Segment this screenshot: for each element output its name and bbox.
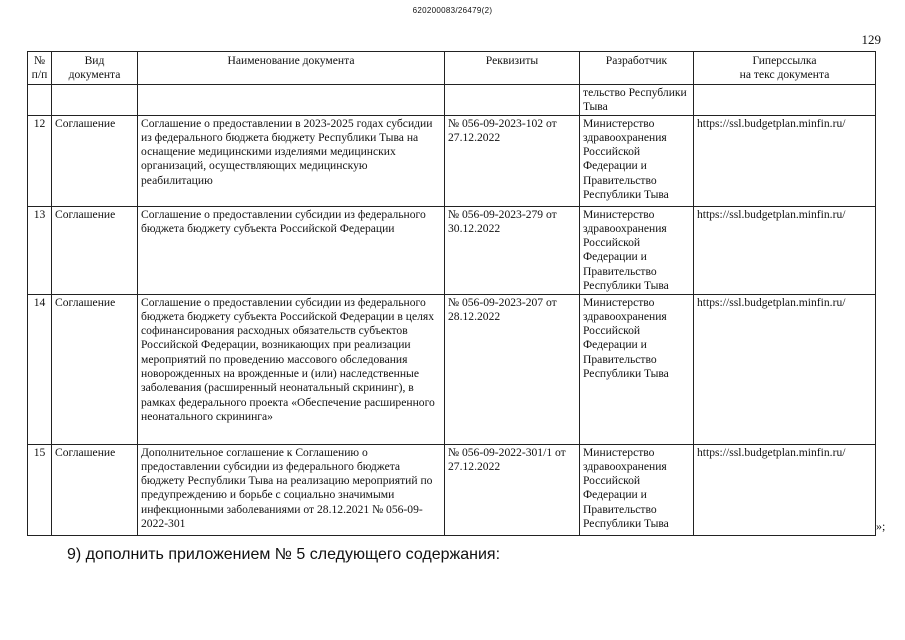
cell-requisites: № 056-09-2023-279 от 30.12.2022 [445, 206, 580, 294]
column-header-type: Вид документа [52, 52, 138, 85]
cell-number: 14 [28, 294, 52, 444]
closing-quote-mark: »; [876, 519, 886, 533]
cell-name [138, 85, 445, 116]
cell-requisites: № 056-09-2023-207 от 28.12.2022 [445, 294, 580, 444]
table-row-continuation [28, 85, 876, 116]
cell-number: 12 [28, 115, 52, 206]
cell-developer: Министерство здравоохранения Российской Федерации и Правительство Республики Тыва [580, 206, 694, 294]
cell-name: Дополнительное соглашение к Соглашению о предоставлении субсидии из федерального бюджета бюджету Республики Тыва на реализацию мероприятий по предупреждению и борьбе с социально значимыми инфекционными заболеваниями от 28.12.2021 № 056-09-2022-301 [138, 444, 445, 535]
documents-table [27, 51, 876, 536]
cell-number: 15 [28, 444, 52, 535]
column-header-developer: Разработчик [580, 52, 694, 85]
cell-hyperlink[interactable]: https://ssl.budgetplan.minfin.ru/ [694, 206, 876, 294]
table-header-row [28, 52, 876, 85]
cell-hyperlink[interactable]: https://ssl.budgetplan.minfin.ru/ [694, 115, 876, 206]
cell-number: 13 [28, 206, 52, 294]
cell-name: Соглашение о предоставлении в 2023-2025 годах субсидии из федерального бюджета бюджету Республики Тыва на оснащение медицинскими изделиями медицинских организаций, осуществляющих медицинскую реабилитацию [138, 115, 445, 206]
column-header-requisites: Реквизиты [445, 52, 580, 85]
table-row [28, 206, 876, 294]
table-row [28, 115, 876, 206]
table-row [28, 444, 876, 535]
cell-requisites [445, 85, 580, 116]
column-header-hyperlink: Гиперссылка на текс документа [694, 52, 876, 85]
cell-type: Соглашение [52, 206, 138, 294]
cell-developer: Министерство здравоохранения Российской Федерации и Правительство Республики Тыва [580, 444, 694, 535]
cell-developer: Министерство здравоохранения Российской Федерации и Правительство Республики Тыва [580, 294, 694, 444]
cell-name: Соглашение о предоставлении субсидии из федерального бюджета бюджету субъекта Российской Федерации [138, 206, 445, 294]
cell-number [28, 85, 52, 116]
cell-type: Соглашение [52, 294, 138, 444]
cell-hyperlink[interactable]: https://ssl.budgetplan.minfin.ru/ [694, 444, 876, 535]
document-id: 620200083/26479(2) [412, 6, 493, 15]
page-number: 129 [861, 32, 881, 47]
cell-type: Соглашение [52, 444, 138, 535]
table-row [28, 294, 876, 444]
cell-requisites: № 056-09-2023-102 от 27.12.2022 [445, 115, 580, 206]
cell-hyperlink [694, 85, 876, 116]
cell-developer: тельство Республики Тыва [580, 85, 694, 116]
column-header-number: № п/п [28, 52, 52, 85]
cell-requisites: № 056-09-2022-301/1 от 27.12.2022 [445, 444, 580, 535]
cell-developer: Министерство здравоохранения Российской Федерации и Правительство Республики Тыва [580, 115, 694, 206]
amendment-instruction: 9) дополнить приложением № 5 следующего содержания: [67, 546, 501, 563]
cell-hyperlink[interactable]: https://ssl.budgetplan.minfin.ru/ [694, 294, 876, 444]
cell-name: Соглашение о предоставлении субсидии из федерального бюджета бюджету субъекта Российской Федерации в целях софинансирования расходных обязательств субъектов Российской Федерации, возникающих при реализации мероприятий по проведению массового обследования новорожденных на врожденные и (или) наследственные заболевания (расширенный неонатальный скрининг), в рамках федерального проекта «Обеспечение расширенного неонатального скрининга» [138, 294, 445, 444]
cell-type: Соглашение [52, 115, 138, 206]
column-header-name: Наименование документа [138, 52, 445, 85]
cell-type [52, 85, 138, 116]
